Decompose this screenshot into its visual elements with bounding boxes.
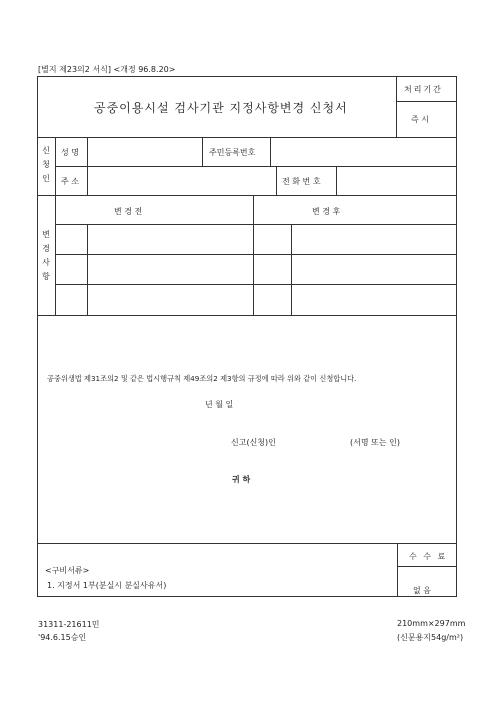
paper-size: 210mm×297mm bbox=[397, 619, 466, 628]
changes-label-char: 사 bbox=[42, 258, 50, 267]
before-field-1[interactable] bbox=[88, 225, 252, 253]
applicant-label-char: 청 bbox=[42, 160, 50, 169]
changes-section-divider bbox=[55, 195, 56, 315]
fee-label: 수 수 료 bbox=[409, 552, 448, 561]
paper-type: (신문용지54g/m²) bbox=[397, 633, 464, 642]
processing-divider bbox=[396, 76, 397, 137]
before-header: 변 경 전 bbox=[114, 207, 143, 216]
processing-value: 즉 시 bbox=[411, 115, 429, 124]
rrn-label-left bbox=[202, 137, 203, 166]
address-label: 주 소 bbox=[61, 177, 79, 186]
applicant-label-char: 신 bbox=[42, 146, 50, 155]
phone-label-left bbox=[276, 166, 277, 195]
applicant-label-char: 인 bbox=[42, 174, 50, 183]
changes-bottom-line bbox=[37, 315, 457, 316]
signature-field[interactable] bbox=[300, 432, 345, 448]
applicant-section-label bbox=[40, 144, 52, 186]
name-field[interactable] bbox=[88, 138, 201, 165]
approval-date: '94.6.15승인 bbox=[38, 633, 87, 642]
recipient: 귀 하 bbox=[232, 475, 251, 484]
phone-label: 전 화 번 호 bbox=[282, 177, 321, 186]
changes-label-char: 경 bbox=[42, 244, 50, 253]
applicant-sign-label: 신고(신청)인 bbox=[231, 438, 276, 447]
name-label: 성 명 bbox=[61, 148, 79, 157]
page-title: 공중이용시설 검사기관 지정사항변경 신청서 bbox=[94, 101, 348, 115]
fee-mid-line bbox=[397, 566, 457, 567]
processing-mid-line bbox=[396, 101, 457, 102]
documents-item: 1. 지정서 1부(분실시 분실사유서) bbox=[47, 581, 167, 590]
after-field-2[interactable] bbox=[292, 255, 456, 283]
rrn-field[interactable] bbox=[271, 138, 456, 165]
before-field-2[interactable] bbox=[88, 255, 252, 283]
application-statement: 공중위생법 제31조의2 및 같은 법시행규칙 제49조의2 제3항의 규정에 따라 위와 같이 신청합니다. bbox=[47, 374, 357, 383]
fee-value: 없 음 bbox=[413, 586, 431, 595]
after-field-3[interactable] bbox=[292, 285, 456, 314]
fee-divider bbox=[397, 543, 398, 597]
form-code: 31311-21611민 bbox=[38, 620, 100, 629]
phone-field[interactable] bbox=[337, 167, 456, 194]
changes-label-char: 변 bbox=[42, 230, 50, 239]
changes-label-char: 항 bbox=[42, 272, 50, 281]
bottom-section-line bbox=[37, 543, 457, 544]
documents-label: <구비서류> bbox=[45, 566, 90, 575]
after-header: 변 경 후 bbox=[312, 207, 341, 216]
processing-label: 처리기간 bbox=[404, 85, 443, 94]
changes-center-divider bbox=[253, 195, 254, 315]
before-field-3[interactable] bbox=[88, 285, 252, 314]
rrn-label: 주민등록번호 bbox=[209, 148, 256, 157]
applicant-bottom-line bbox=[37, 195, 457, 196]
form-number-header: [별지 제23의2 서식] <개정 96.8.20> bbox=[38, 65, 176, 74]
address-field[interactable] bbox=[88, 167, 275, 194]
after-field-1[interactable] bbox=[292, 225, 456, 253]
changes-section-label bbox=[40, 228, 52, 284]
sign-note: (서명 또는 인) bbox=[350, 438, 400, 447]
date-line: 년 월 일 bbox=[205, 400, 234, 409]
